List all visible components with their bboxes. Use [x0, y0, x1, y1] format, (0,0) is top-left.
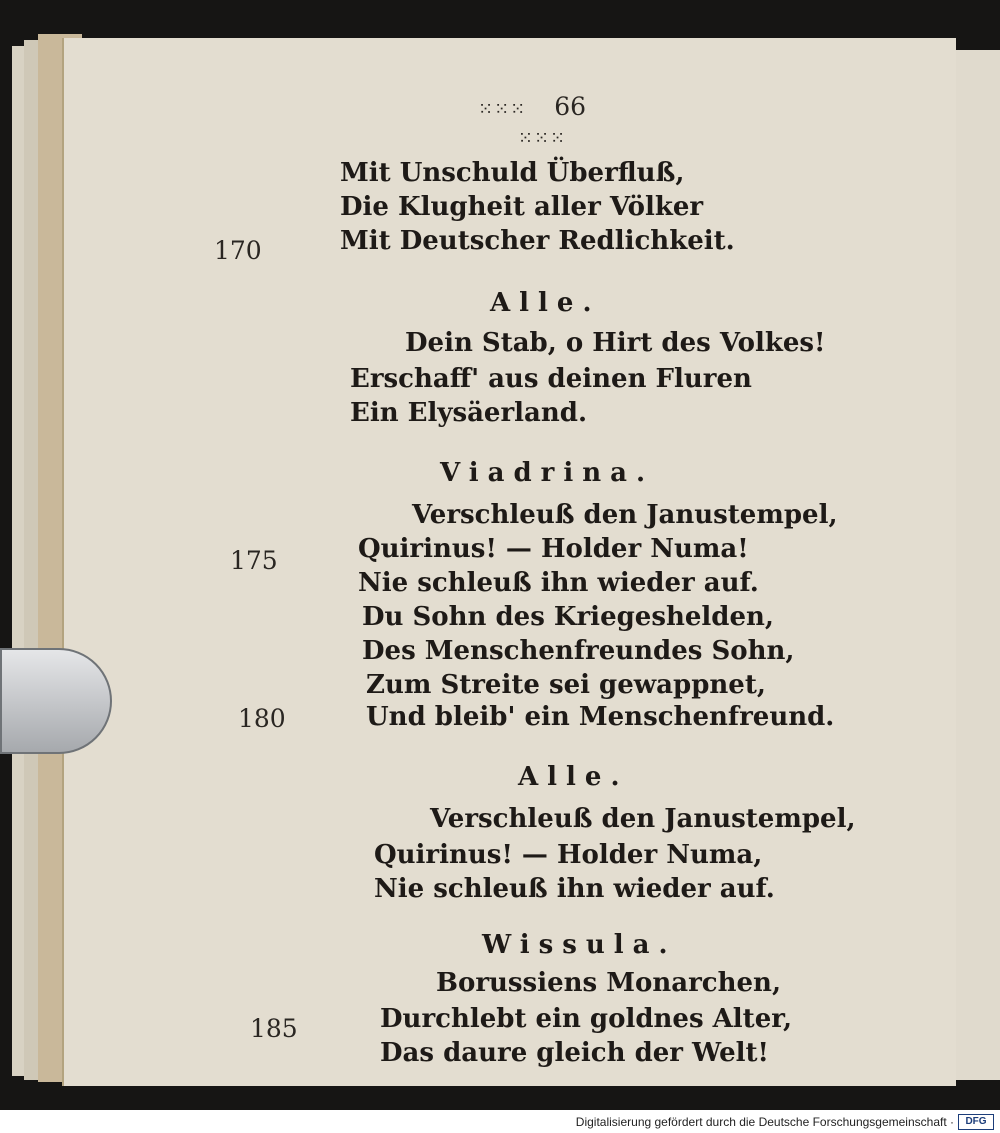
- page-holder-clip: [0, 648, 112, 754]
- verse-line: Ein Elysäerland.: [350, 398, 588, 428]
- facing-page-edge: [950, 50, 1000, 1080]
- verse-line: Die Klugheit aller Völker: [340, 192, 704, 222]
- verse-line: Durchlebt ein goldnes Alter,: [380, 1004, 793, 1034]
- page-header: [452, 92, 632, 150]
- speaker-heading: Alle.: [490, 288, 601, 318]
- verse-line: Des Menschenfreundes Sohn,: [362, 636, 795, 666]
- line-number: 185: [250, 1014, 298, 1043]
- header-ornament-right: ⁙⁙⁙: [517, 128, 567, 149]
- verse-line: Borussiens Monarchen,: [436, 968, 782, 998]
- verse-line: Erschaff' aus deinen Fluren: [350, 364, 752, 394]
- line-number: 170: [214, 236, 262, 265]
- dfg-logo: DFG: [958, 1114, 994, 1130]
- verse-line: Verschleuß den Janustempel,: [412, 500, 838, 530]
- page-number: 66: [554, 92, 586, 121]
- verse-line: Quirinus! — Holder Numa,: [374, 840, 763, 870]
- speaker-heading: Wissula.: [482, 930, 677, 960]
- verse-line: Nie schleuß ihn wieder auf.: [374, 874, 775, 904]
- verse-line: Und bleib' ein Menschenfreund.: [366, 702, 835, 732]
- line-number: 175: [230, 546, 278, 575]
- speaker-heading: Alle.: [518, 762, 629, 792]
- speaker-heading: Viadrina.: [440, 458, 654, 488]
- verse-line: Zum Streite sei gewappnet,: [366, 670, 766, 700]
- verse-line: Du Sohn des Kriegeshelden,: [362, 602, 774, 632]
- verse-line: Verschleuß den Janustempel,: [430, 804, 856, 834]
- verse-line: Das daure gleich der Welt!: [380, 1038, 769, 1068]
- verse-line: Nie schleuß ihn wieder auf.: [358, 568, 759, 598]
- verse-line: Dein Stab, o Hirt des Volkes!: [405, 328, 826, 358]
- verse-line: Quirinus! — Holder Numa!: [358, 534, 749, 564]
- verse-line: Mit Unschuld Überfluß,: [340, 158, 685, 188]
- footer-bar: [0, 1110, 1000, 1133]
- funding-credit: Digitalisierung gefördert durch die Deutsche Forschungsgemeinschaft ·: [575, 1115, 954, 1129]
- header-ornament-left: ⁙⁙⁙: [477, 99, 527, 120]
- verse-line: Mit Deutscher Redlichkeit.: [340, 226, 735, 256]
- line-number: 180: [238, 704, 286, 733]
